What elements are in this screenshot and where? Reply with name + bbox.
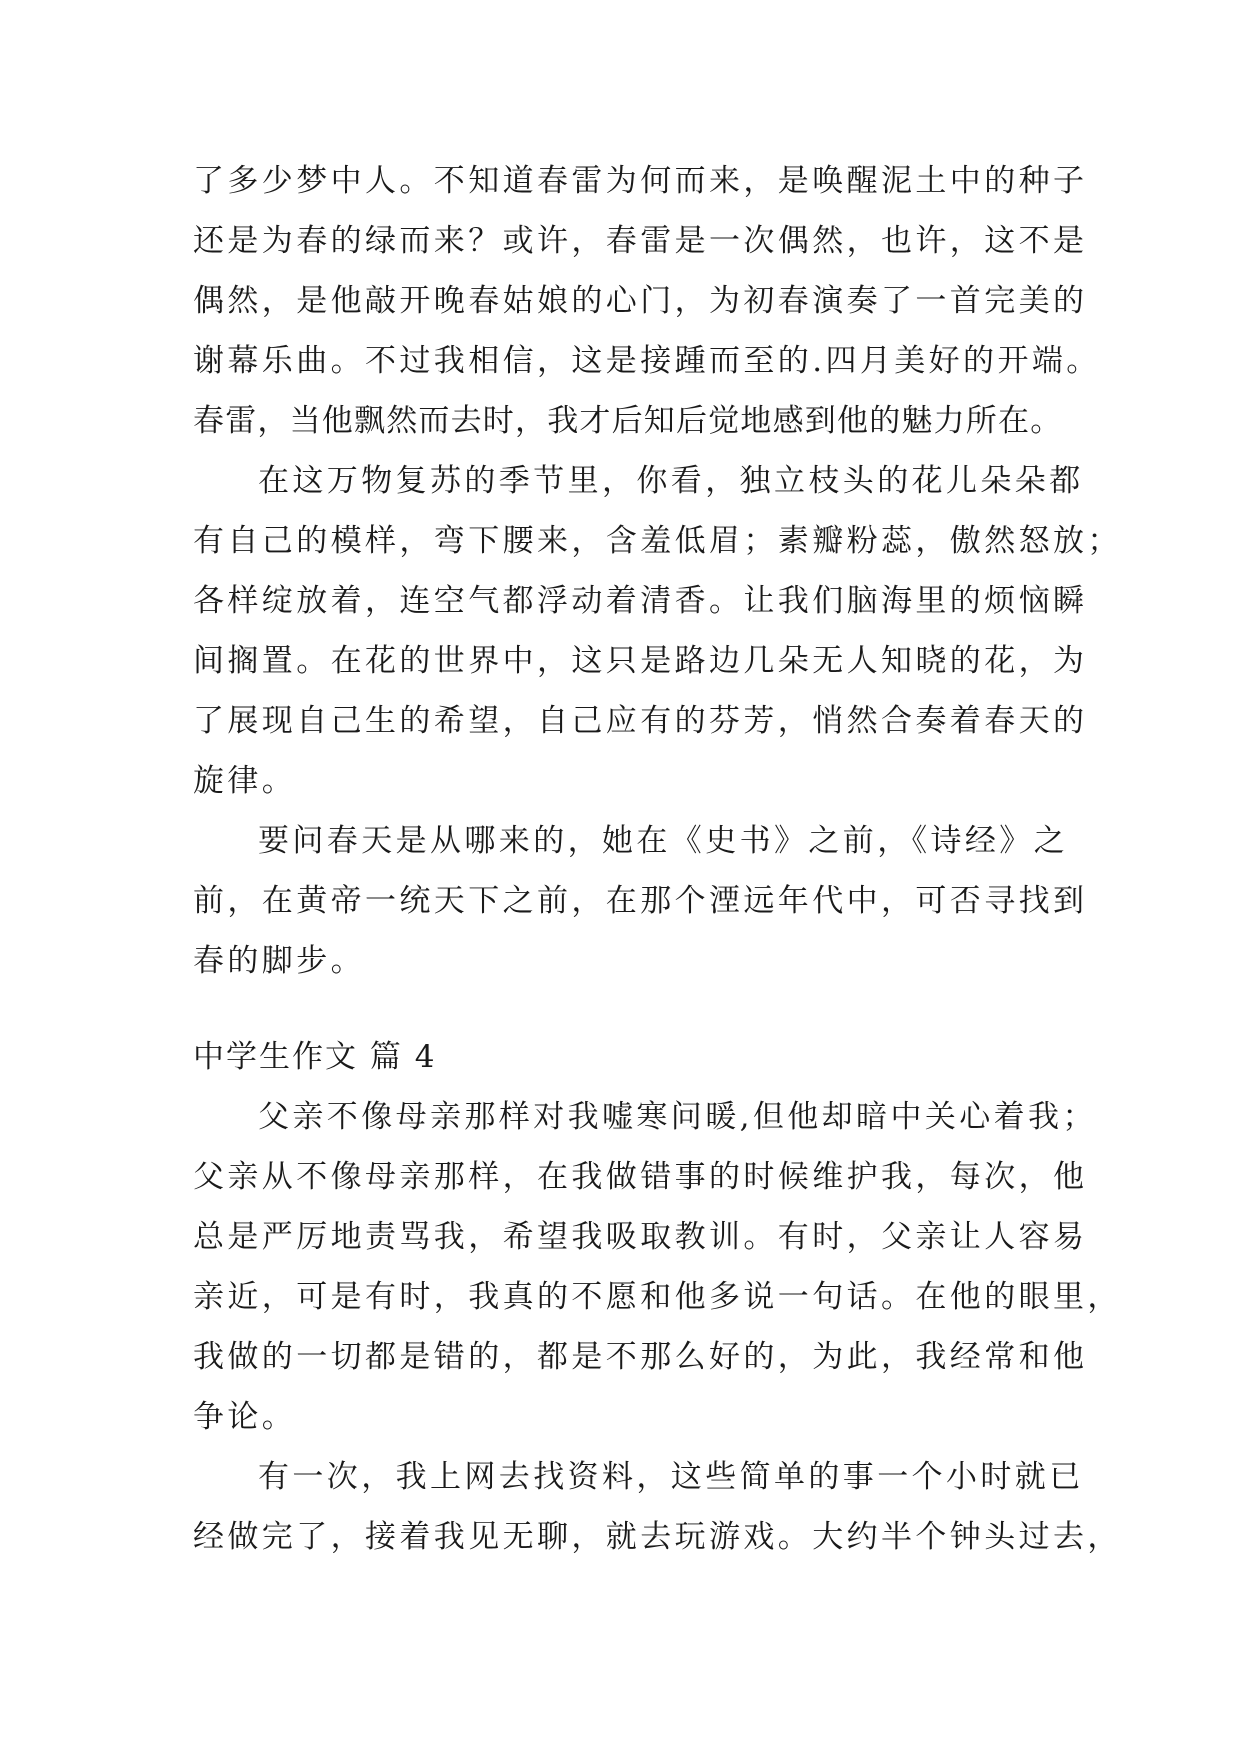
text-line: 偶然，是他敲开晚春姑娘的心门，为初春演奏了一首完美的 <box>193 283 1088 319</box>
text-line: 了多少梦中人。不知道春雷为何而来，是唤醒泥土中的种子 <box>193 163 1088 199</box>
text-line: 经做完了，接着我见无聊，就去玩游戏。大约半个钟头过去， <box>193 1519 1122 1555</box>
text-line: 父亲从不像母亲那样，在我做错事的时候维护我，每次，他 <box>193 1159 1088 1195</box>
text-line: 还是为春的绿而来？或许，春雷是一次偶然，也许，这不是 <box>193 223 1088 259</box>
text-line: 总是严厉地责骂我，希望我吸取教训。有时，父亲让人容易 <box>193 1219 1088 1255</box>
section-heading: 中学生作文 篇 4 <box>193 1039 437 1075</box>
text-line: 有自己的模样，弯下腰来，含羞低眉；素瓣粉蕊，傲然怒放； <box>193 523 1122 559</box>
text-line: 间搁置。在花的世界中，这只是路边几朵无人知晓的花，为 <box>193 643 1088 679</box>
text-line: 前，在黄帝一统天下之前，在那个湮远年代中，可否寻找到 <box>193 883 1088 919</box>
text-line: 旋律。 <box>193 763 297 799</box>
text-line: 谢幕乐曲。不过我相信，这是接踵而至的.四月美好的开端。 <box>193 343 1101 379</box>
paragraph-first-line: 在这万物复苏的季节里，你看，独立枝头的花儿朵朵都 <box>258 463 1084 499</box>
paragraph-first-line: 有一次，我上网去找资料，这些简单的事一个小时就已 <box>258 1459 1084 1495</box>
text-line: 了展现自己生的希望，自己应有的芬芳，悄然合奏着春天的 <box>193 703 1088 739</box>
text-line: 春雷，当他飘然而去时，我才后知后觉地感到他的魅力所在。 <box>193 403 1063 439</box>
paragraph-first-line: 父亲不像母亲那样对我嘘寒问暖,但他却暗中关心着我； <box>258 1099 1097 1135</box>
paragraph-first-line: 要问春天是从哪来的，她在《史书》之前，《诗经》之 <box>258 823 1069 859</box>
text-line: 争论。 <box>193 1399 297 1435</box>
text-line: 春的脚步。 <box>193 943 365 979</box>
text-line: 亲近，可是有时，我真的不愿和他多说一句话。在他的眼里， <box>193 1279 1122 1315</box>
text-line: 各样绽放着，连空气都浮动着清香。让我们脑海里的烦恼瞬 <box>193 583 1088 619</box>
text-line: 我做的一切都是错的，都是不那么好的，为此，我经常和他 <box>193 1339 1088 1375</box>
